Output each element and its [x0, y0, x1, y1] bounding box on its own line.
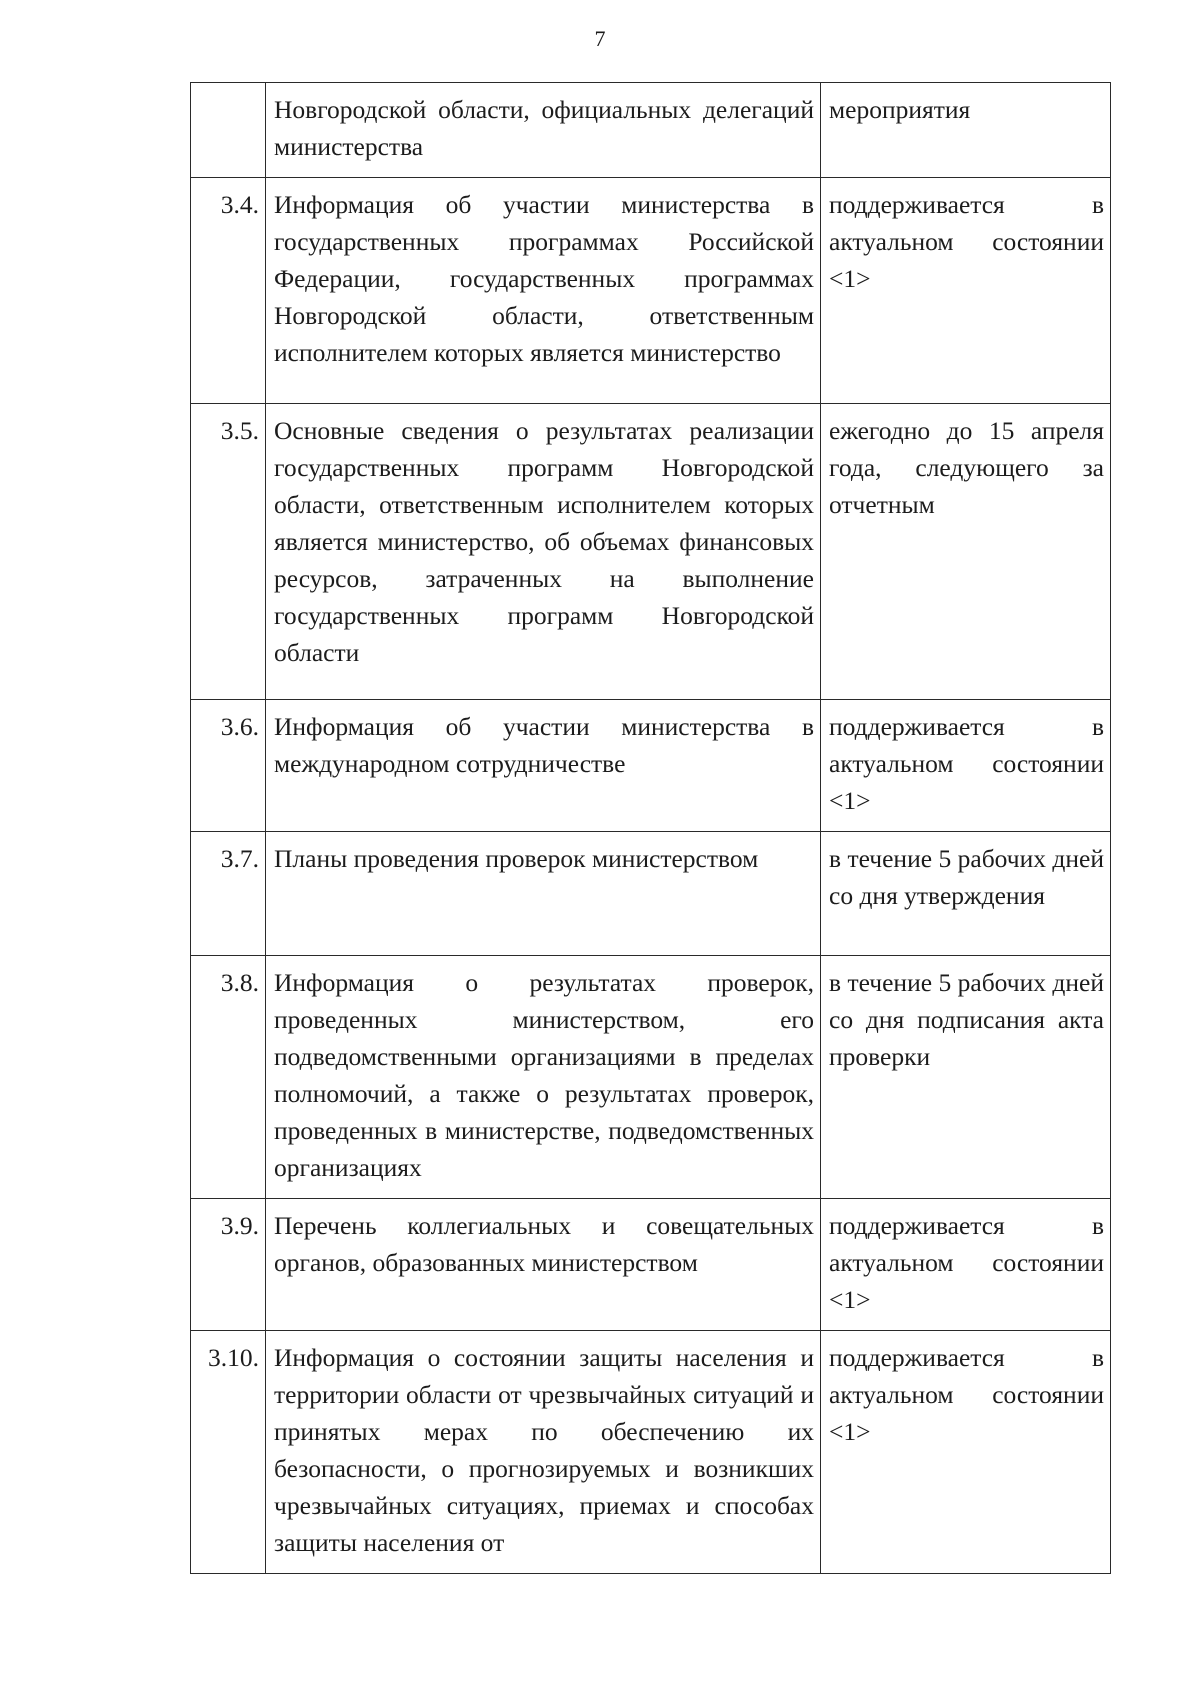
table-row — [191, 1331, 1111, 1574]
row-term: поддерживается в актуальном состоянии <1> — [821, 700, 1111, 832]
row-term: поддерживается в актуальном состоянии <1> — [821, 1199, 1111, 1331]
table-row — [191, 1199, 1111, 1331]
table-row — [191, 83, 1111, 178]
table-row — [191, 700, 1111, 832]
table-row — [191, 178, 1111, 404]
row-description: Планы проведения проверок министерством — [266, 832, 821, 956]
row-term: мероприятия — [821, 83, 1111, 178]
row-description: Информация о состоянии защиты населения и территории области от чрезвычайных ситуаций и принятых мерах по обеспечению их безопасности, о прогнозируемых и возникших чрезвычайных ситуациях, приемах и способах защиты населения от — [266, 1331, 821, 1574]
row-number: 3.4. — [191, 178, 266, 404]
row-term: в течение 5 рабочих дней со дня подписания акта проверки — [821, 956, 1111, 1199]
page-number: 7 — [594, 26, 606, 51]
row-number — [191, 83, 266, 178]
row-description: Информация об участии министерства в международном сотрудничестве — [266, 700, 821, 832]
table-row — [191, 404, 1111, 700]
document-table — [190, 82, 1111, 1574]
row-term: ежегодно до 15 апреля года, следующего за отчетным — [821, 404, 1111, 700]
row-number: 3.5. — [191, 404, 266, 700]
row-number: 3.6. — [191, 700, 266, 832]
row-term: поддерживается в актуальном состоянии <1> — [821, 1331, 1111, 1574]
table-row — [191, 956, 1111, 1199]
row-term: в течение 5 рабочих дней со дня утверждения — [821, 832, 1111, 956]
row-description: Новгородской области, официальных делегаций министерства — [266, 83, 821, 178]
row-description: Перечень коллегиальных и совещательных органов, образованных министерством — [266, 1199, 821, 1331]
row-term: поддерживается в актуальном состоянии <1> — [821, 178, 1111, 404]
row-number: 3.7. — [191, 832, 266, 956]
table-row — [191, 832, 1111, 956]
row-description: Информация об участии министерства в государственных программах Российской Федерации, государственных программах Новгородской области, ответственным исполнителем которых является министерство — [266, 178, 821, 404]
row-number: 3.8. — [191, 956, 266, 1199]
row-number: 3.10. — [191, 1331, 266, 1574]
row-description: Информация о результатах проверок, проведенных министерством, его подведомственными организациями в пределах полномочий, а также о результатах проверок, проведенных в министерстве, подведомственных организациях — [266, 956, 821, 1199]
row-description: Основные сведения о результатах реализации государственных программ Новгородской области, ответственным исполнителем которых является министерство, об объемах финансовых ресурсов, затраченных на выполнение государственных программ Новгородской области — [266, 404, 821, 700]
row-number: 3.9. — [191, 1199, 266, 1331]
